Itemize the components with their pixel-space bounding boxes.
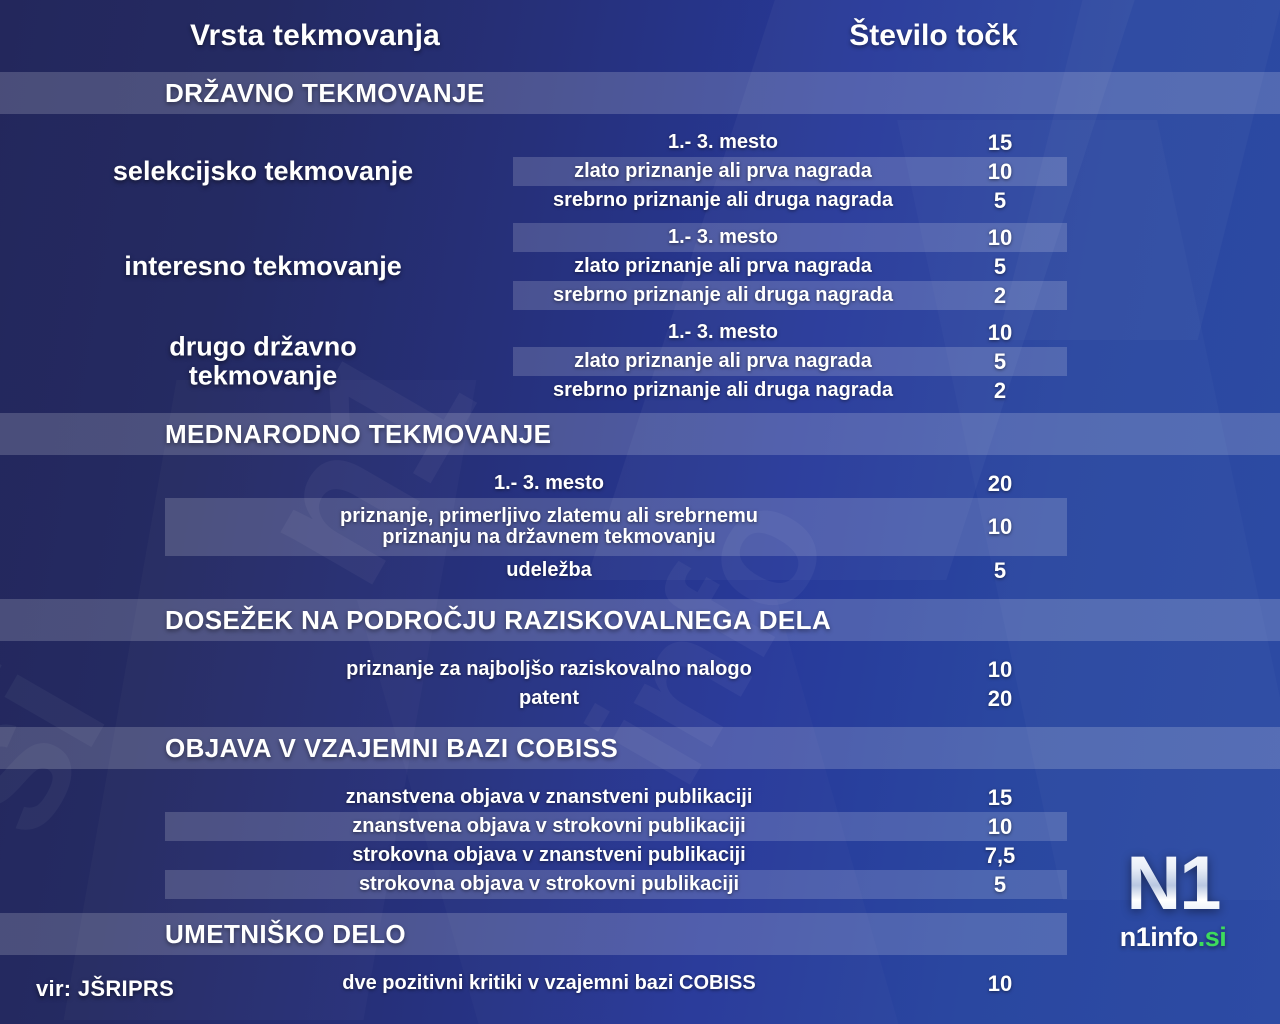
row-label: strokovna objava v strokovni publikaciji <box>358 873 740 895</box>
row-value: 10 <box>987 656 1013 682</box>
row-value: 10 <box>987 319 1013 345</box>
table-row <box>0 186 1280 215</box>
category-group <box>0 223 1280 310</box>
row-label: strokovna objava v znanstveni publikaciji <box>352 844 746 866</box>
section-header-label: OBJAVA V VZAJEMNI BAZI COBISS <box>165 732 619 763</box>
row-value: 10 <box>987 514 1013 539</box>
row-value: 5 <box>993 871 1007 897</box>
spacer <box>0 713 1280 727</box>
row-label: srebrno priznanje ali druga nagrada <box>552 189 894 211</box>
row-value: 5 <box>993 187 1007 213</box>
row-label: zlato priznanje ali prva nagrada <box>574 350 872 372</box>
row-label: priznanje za najboljšo raziskovalno nalogo <box>346 658 752 680</box>
spacer <box>0 585 1280 599</box>
row-value: 20 <box>987 470 1013 496</box>
section-header-label: DOSEŽEK NA PODROČJU RAZISKOVALNEGA DELA <box>165 604 832 635</box>
row-value: 5 <box>993 253 1007 279</box>
row-value: 15 <box>987 129 1013 155</box>
row-label: znanstvena objava v strokovni publikaciji <box>352 815 746 837</box>
table-row <box>0 469 1280 498</box>
row-value: 20 <box>987 685 1013 711</box>
row-value: 5 <box>993 557 1007 583</box>
category-group <box>0 128 1280 215</box>
row-label: patent <box>519 687 579 709</box>
column-header-points: Število točk <box>849 19 1018 52</box>
section-header-label: DRŽAVNO TEKMOVANJE <box>165 77 485 108</box>
section-header-label: MEDNARODNO TEKMOVANJE <box>165 418 552 449</box>
row-label: 1.- 3. mesto <box>667 321 779 343</box>
spacer <box>0 310 1280 318</box>
row-value: 10 <box>987 158 1013 184</box>
spacer <box>0 998 1280 1012</box>
row-value: 5 <box>993 348 1007 374</box>
table-row <box>0 655 1280 684</box>
category-group <box>0 318 1280 405</box>
row-label: srebrno priznanje ali druga nagrada <box>552 379 894 401</box>
table-row <box>0 556 1280 585</box>
row-value: 7,5 <box>984 842 1016 868</box>
row-label: udeležba <box>506 559 592 581</box>
table-row <box>0 684 1280 713</box>
spacer <box>0 455 1280 469</box>
section-header <box>0 413 1280 455</box>
section-header <box>0 727 1280 769</box>
row-value: 2 <box>993 377 1007 403</box>
table-row <box>0 223 1280 252</box>
column-header-type: Vrsta tekmovanja <box>190 19 440 52</box>
section-header-label: UMETNIŠKO DELO <box>165 918 407 949</box>
table-row <box>0 498 1280 556</box>
source-credit: vir: JŠRIPRS <box>36 976 175 1001</box>
row-value: 10 <box>987 970 1013 996</box>
n1-logo-tld: .si <box>1197 922 1227 953</box>
row-value: 10 <box>987 813 1013 839</box>
row-label: 1.- 3. mesto <box>493 472 605 494</box>
category-label: drugo državno tekmovanje <box>169 330 357 391</box>
category-label: interesno tekmovanje <box>124 250 402 281</box>
n1-logo-word: n1info <box>1119 922 1198 953</box>
row-value: 2 <box>993 282 1007 308</box>
spacer <box>0 641 1280 655</box>
spacer <box>0 215 1280 223</box>
row-label: dve pozitivni kritiki v vzajemni bazi COBISS <box>342 972 756 994</box>
n1-logo <box>1078 841 1268 973</box>
table-row <box>0 812 1280 841</box>
row-label: zlato priznanje ali prva nagrada <box>574 160 872 182</box>
row-label: priznanje, primerljivo zlatemu ali srebrnemu priznanju na državnem tekmovanju <box>340 505 758 548</box>
spacer <box>0 405 1280 413</box>
n1-logo-wordmark <box>1078 922 1268 953</box>
row-label: znanstvena objava v znanstveni publikaciji <box>345 786 753 808</box>
row-label: srebrno priznanje ali druga nagrada <box>552 284 894 306</box>
table-row <box>0 969 1280 998</box>
row-value: 15 <box>987 784 1013 810</box>
row-label: zlato priznanje ali prva nagrada <box>574 255 872 277</box>
table-header-row <box>0 0 1280 72</box>
row-label: 1.- 3. mesto <box>667 131 779 153</box>
row-value: 10 <box>987 224 1013 250</box>
spacer <box>0 114 1280 128</box>
spacer <box>0 769 1280 783</box>
section-header <box>0 72 1280 114</box>
table-row <box>0 783 1280 812</box>
category-label: selekcijsko tekmovanje <box>112 155 414 186</box>
n1-logo-mark: N1 <box>1078 848 1268 920</box>
row-label: 1.- 3. mesto <box>667 226 779 248</box>
section-header <box>0 599 1280 641</box>
table-row <box>0 128 1280 157</box>
section-header <box>0 913 1067 955</box>
table-row <box>0 281 1280 310</box>
